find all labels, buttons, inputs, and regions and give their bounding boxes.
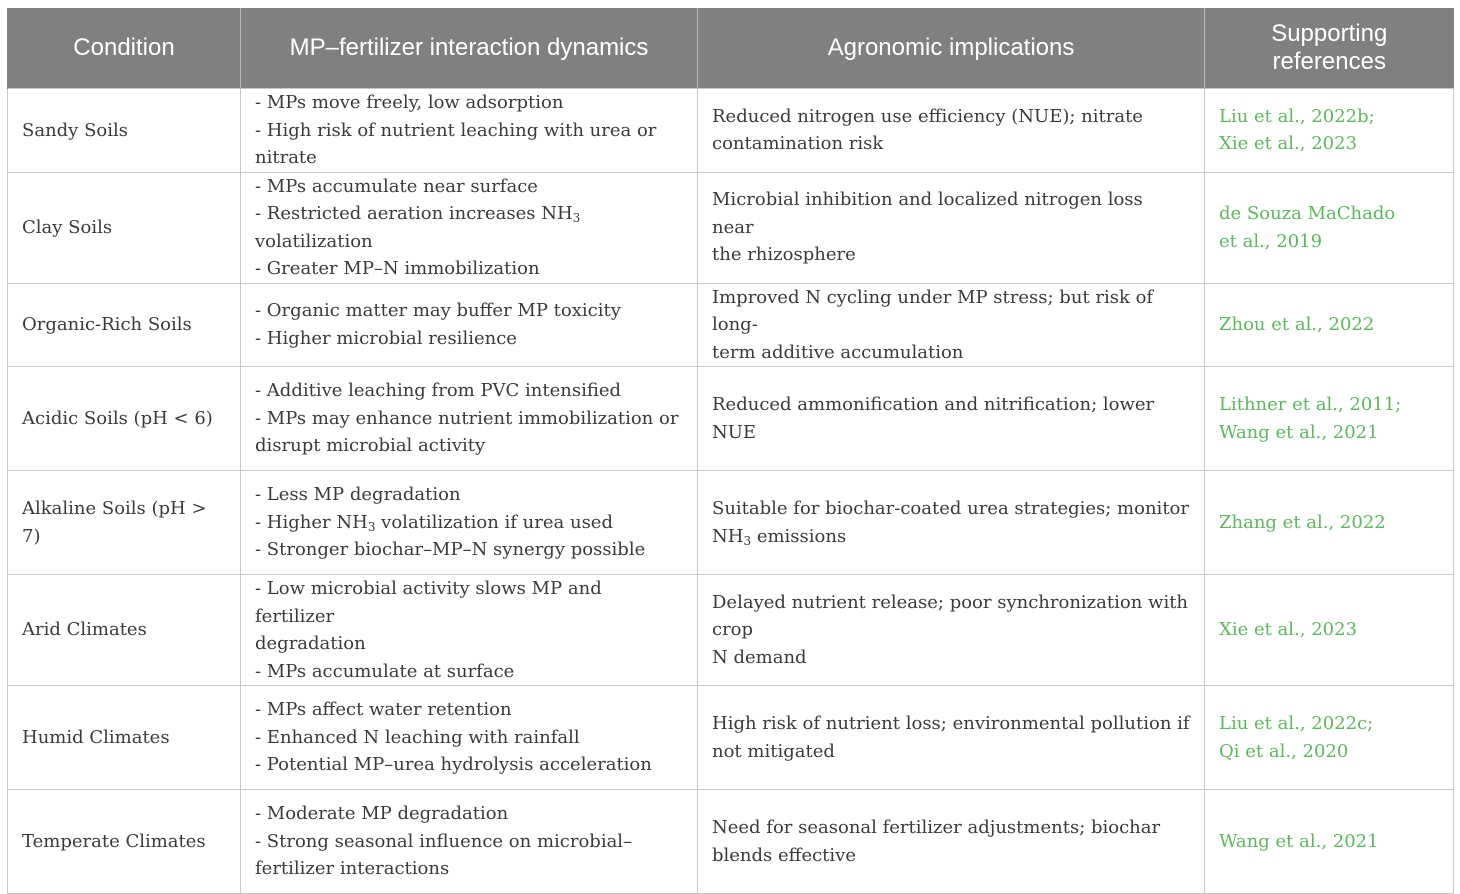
- reference-link[interactable]: de Souza MaChado: [1219, 203, 1396, 224]
- cell-dynamics: [241, 89, 698, 173]
- implications-line: $NH_3$ emissions: [712, 525, 847, 548]
- implications-line: the rhizosphere: [712, 244, 856, 266]
- cell-implications: [698, 89, 1205, 173]
- header-row: [8, 8, 1454, 89]
- reference-link[interactable]: Lithner et al., 2011;: [1219, 394, 1402, 415]
- table-body: [8, 89, 1454, 894]
- dynamics-line: - Moderate MP degradation: [255, 803, 509, 825]
- reference-link[interactable]: Xie et al., 2023: [1219, 619, 1358, 641]
- table-row: [8, 89, 1454, 173]
- implications-line: Need for seasonal fertilizer adjustments; biochar: [712, 817, 1161, 838]
- table-row: [8, 283, 1454, 367]
- cell-implications: [698, 172, 1205, 283]
- cell-implications: [698, 283, 1205, 367]
- cell-condition: Alkaline Soils (pH > 7): [8, 471, 241, 575]
- dynamics-line: - Restricted aeration increases $NH_3$ volatilization: [255, 203, 581, 252]
- cell-condition: Organic-Rich Soils: [8, 283, 241, 367]
- dynamics-line: - MPs accumulate near surface: [255, 175, 538, 197]
- data-table: [7, 8, 1454, 894]
- cell-references: [1205, 367, 1454, 471]
- cell-dynamics: [241, 790, 698, 894]
- dynamics-line: - Enhanced N leaching with rainfall: [255, 726, 580, 748]
- table-row: [8, 471, 1454, 575]
- dynamics-line: - Low microbial activity slows MP and fertilizer: [255, 578, 602, 627]
- cell-dynamics: [241, 471, 698, 575]
- cell-references: [1205, 790, 1454, 894]
- cell-condition: Arid Climates: [8, 575, 241, 686]
- table-row: [8, 172, 1454, 283]
- header-references: Supporting references: [1205, 8, 1454, 89]
- cell-implications: [698, 790, 1205, 894]
- dynamics-line: - Less MP degradation: [255, 484, 461, 506]
- dynamics-line: - Higher $NH_3$ volatilization if urea used: [255, 511, 613, 534]
- implications-line: not mitigated: [712, 740, 835, 762]
- dynamics-line: - Potential MP–urea hydrolysis acceleration: [255, 754, 652, 776]
- cell-dynamics: [241, 575, 698, 686]
- cell-references: [1205, 575, 1454, 686]
- cell-condition: Clay Soils: [8, 172, 241, 283]
- cell-references: [1205, 686, 1454, 790]
- implications-line: N demand: [712, 646, 807, 668]
- reference-link[interactable]: Xie et al., 2023: [1219, 133, 1358, 155]
- dynamics-line: - MPs may enhance nutrient immobilization or: [255, 407, 679, 429]
- implications-line: contamination risk: [712, 133, 884, 155]
- implications-line: High risk of nutrient loss; environmental pollution if: [712, 713, 1190, 734]
- header-condition: Condition: [8, 8, 241, 89]
- cell-dynamics: [241, 283, 698, 367]
- reference-link[interactable]: et al., 2019: [1219, 230, 1323, 252]
- reference-link[interactable]: Zhang et al., 2022: [1219, 511, 1386, 533]
- dynamics-line: fertilizer interactions: [255, 858, 450, 880]
- dynamics-line: - Stronger biochar–MP–N synergy possible: [255, 539, 646, 561]
- reference-link[interactable]: Wang et al., 2021: [1219, 421, 1379, 443]
- dynamics-line: - MPs move freely, low adsorption: [255, 92, 564, 113]
- dynamics-line: - Organic matter may buffer MP toxicity: [255, 300, 621, 322]
- implications-line: Reduced ammonification and nitrification; lower NUE: [712, 394, 1155, 443]
- cell-references: [1205, 89, 1454, 173]
- reference-link[interactable]: Liu et al., 2022c;: [1219, 713, 1374, 734]
- implications-line: Delayed nutrient release; poor synchronization with crop: [712, 591, 1189, 641]
- dynamics-line: - Strong seasonal influence on microbial–: [255, 830, 633, 852]
- implications-line: Microbial inhibition and localized nitrogen loss near: [712, 189, 1143, 238]
- implications-line: Improved N cycling under MP stress; but risk of long-: [712, 286, 1154, 335]
- table-row: [8, 367, 1454, 471]
- implications-line: Reduced nitrogen use efficiency (NUE); nitrate: [712, 105, 1143, 127]
- reference-link[interactable]: Qi et al., 2020: [1219, 740, 1349, 762]
- reference-link[interactable]: Wang et al., 2021: [1219, 830, 1379, 852]
- implications-line: Suitable for biochar-coated urea strategies; monitor: [712, 498, 1189, 519]
- cell-implications: [698, 575, 1205, 686]
- dynamics-line: - High risk of nutrient leaching with urea or nitrate: [255, 119, 657, 168]
- dynamics-line: - MPs affect water retention: [255, 699, 512, 721]
- cell-references: [1205, 471, 1454, 575]
- table-row: [8, 686, 1454, 790]
- dynamics-line: - Greater MP–N immobilization: [255, 258, 540, 279]
- cell-dynamics: [241, 172, 698, 283]
- implications-line: blends effective: [712, 844, 856, 866]
- header-dynamics: MP–fertilizer interaction dynamics: [241, 8, 698, 89]
- dynamics-line: - Higher microbial resilience: [255, 327, 517, 349]
- reference-link[interactable]: Zhou et al., 2022: [1219, 314, 1375, 335]
- cell-references: [1205, 172, 1454, 283]
- header-implications: Agronomic implications: [698, 8, 1205, 89]
- dynamics-line: - MPs accumulate at surface: [255, 660, 515, 682]
- dynamics-line: degradation: [255, 633, 366, 654]
- dynamics-line: - Additive leaching from PVC intensified: [255, 380, 622, 402]
- cell-condition: Temperate Climates: [8, 790, 241, 894]
- table-row: [8, 790, 1454, 894]
- reference-link[interactable]: Liu et al., 2022b;: [1219, 105, 1375, 127]
- cell-dynamics: [241, 367, 698, 471]
- cell-condition: Sandy Soils: [8, 89, 241, 173]
- cell-condition: Humid Climates: [8, 686, 241, 790]
- cell-implications: [698, 471, 1205, 575]
- cell-references: [1205, 283, 1454, 367]
- cell-condition: Acidic Soils (pH < 6): [8, 367, 241, 471]
- table-header: [8, 8, 1454, 89]
- table-row: [8, 575, 1454, 686]
- implications-line: term additive accumulation: [712, 341, 964, 363]
- dynamics-line: disrupt microbial activity: [255, 435, 486, 457]
- cell-implications: [698, 367, 1205, 471]
- cell-dynamics: [241, 686, 698, 790]
- cell-implications: [698, 686, 1205, 790]
